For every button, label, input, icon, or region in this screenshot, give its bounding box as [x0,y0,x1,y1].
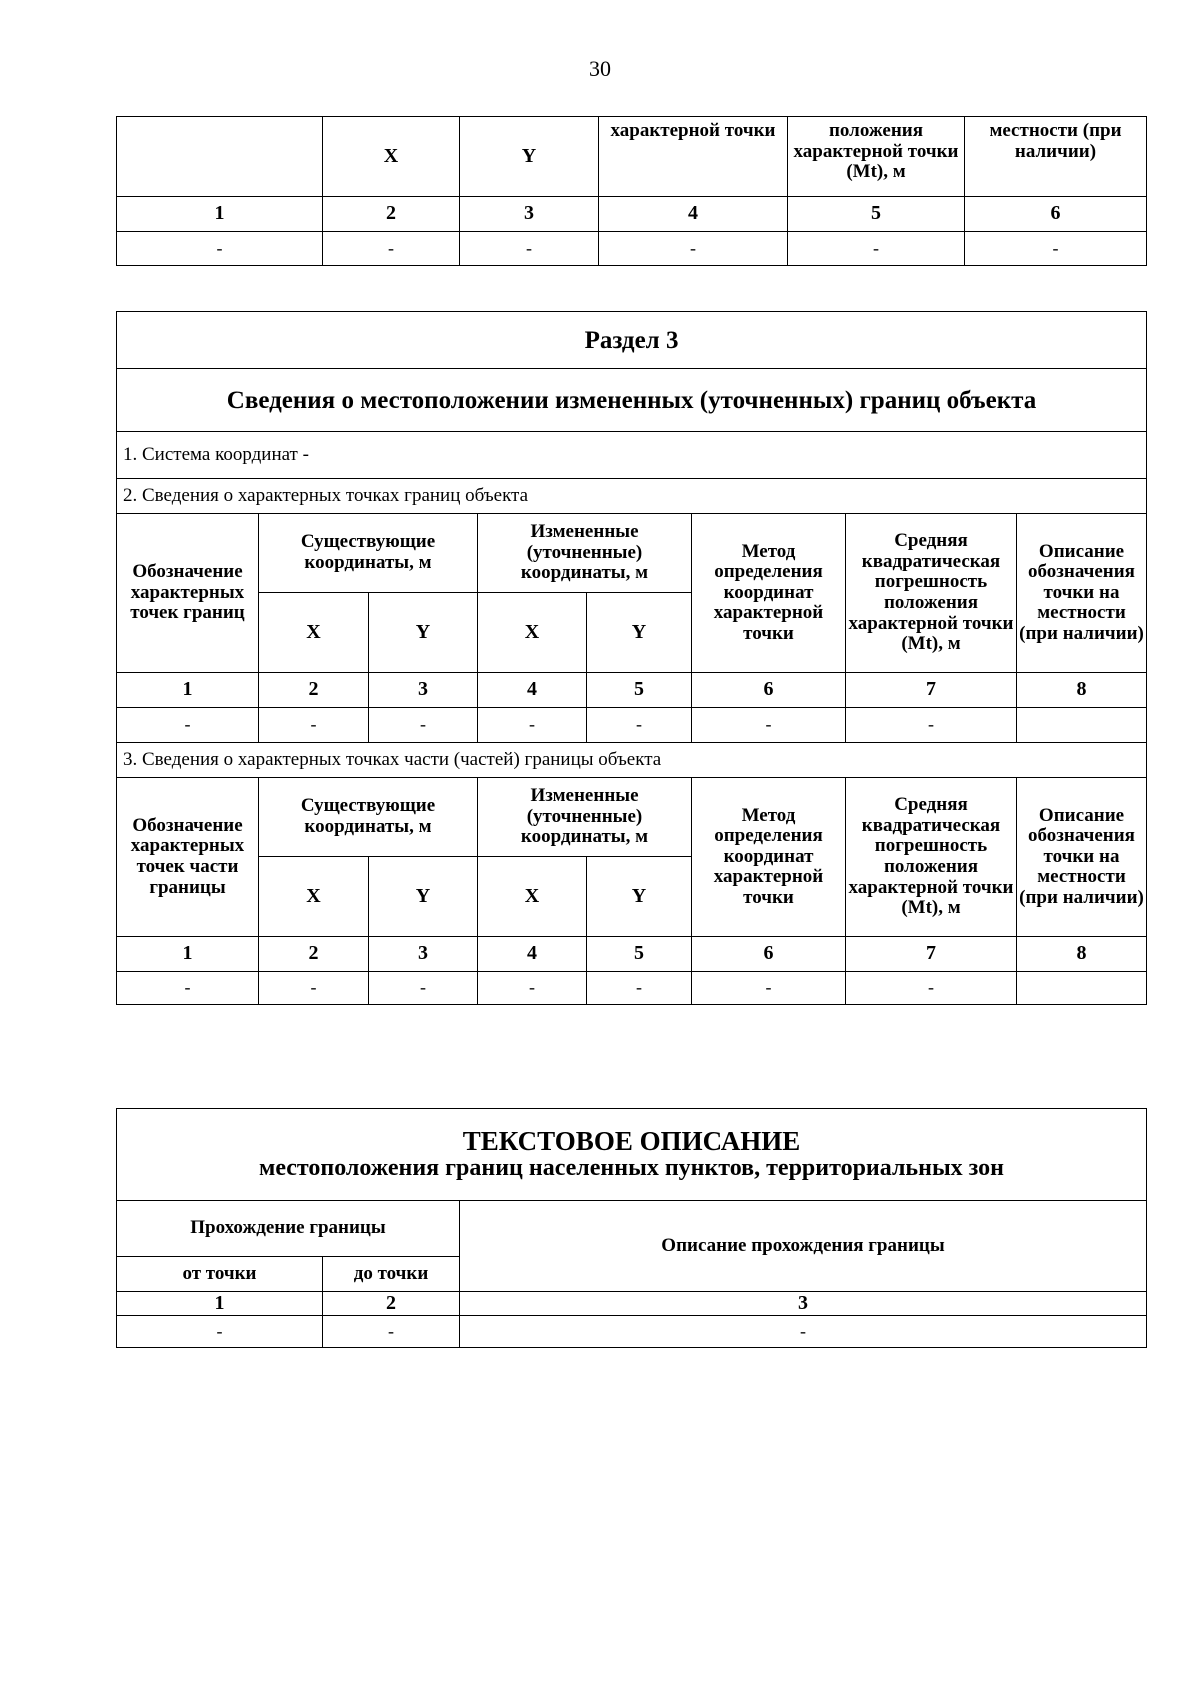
col-method: Метод определения координат характерной точки [692,778,846,937]
column-number-row [117,197,1147,232]
table-cell: - [478,972,587,1005]
column-number: 3 [460,197,599,232]
col-existing-y: Y [369,593,478,673]
column-number: 5 [788,197,965,232]
table-cell: - [323,1316,460,1348]
column-number: 3 [369,937,478,972]
column-number: 5 [587,673,692,708]
column-number: 8 [1017,937,1147,972]
col-changed-x: X [478,593,587,673]
column-number: 2 [323,197,460,232]
table-cell: - [117,708,259,743]
col-passage: Прохождение границы [117,1201,460,1257]
table-cell [1017,708,1147,743]
table-cell: - [369,708,478,743]
cont-header-cell [117,117,323,197]
text-description-header [117,1109,1147,1201]
col-from-point: от точки [117,1257,323,1292]
table-row [117,232,1147,266]
table-cell: - [587,972,692,1005]
table-cell: - [259,972,369,1005]
column-number: 1 [117,673,259,708]
page-number: 30 [589,56,611,81]
table-row [117,708,1147,743]
col-existing-x: X [259,857,369,937]
column-number: 2 [259,673,369,708]
column-number: 1 [117,937,259,972]
column-number: 7 [846,673,1017,708]
column-number: 2 [259,937,369,972]
cont-header-cell: положения характерной точки (Mt), м [788,117,965,197]
section3-table [116,311,1147,1005]
col-error: Средняя квадратическая погрешность положения характерной точки (Mt), м [846,514,1017,673]
col-error: Средняя квадратическая погрешность положения характерной точки (Mt), м [846,778,1017,937]
table-cell: - [692,972,846,1005]
table-cell [1017,972,1147,1005]
table-cell: - [587,708,692,743]
column-number: 2 [323,1292,460,1316]
coordinate-system-row: 1. Система координат - [117,432,1147,479]
cont-header-x: X [323,117,460,197]
column-number: 6 [692,673,846,708]
table-cell: - [599,232,788,266]
col-existing-coords: Существующие координаты, м [259,514,478,593]
col-existing-y: Y [369,857,478,937]
table-cell: - [369,972,478,1005]
col-method: Метод определения координат характерной точки [692,514,846,673]
cont-header-y: Y [460,117,599,197]
column-number: 5 [587,937,692,972]
text-description-subtitle: местоположения границ населенных пунктов, территориальных зон [258,1155,1005,1182]
table-cell: - [460,232,599,266]
column-number: 8 [1017,673,1147,708]
section-title: Раздел 3 [117,312,1147,369]
col-changed-x: X [478,857,587,937]
col-changed-y: Y [587,857,692,937]
section-subtitle: Сведения о местоположении измененных (уточненных) границ объекта [117,369,1147,432]
column-number: 4 [478,673,587,708]
part-points-heading: 3. Сведения о характерных точках части (частей) границы объекта [117,743,1147,778]
table-cell: - [323,232,460,266]
cont-header-cell: характерной точки [599,117,788,197]
column-number: 4 [599,197,788,232]
table-cell: - [259,708,369,743]
col-existing-x: X [259,593,369,673]
column-number: 6 [692,937,846,972]
table-row [117,1316,1147,1348]
text-description-table [116,1108,1147,1348]
column-number: 4 [478,937,587,972]
table-cell: - [846,708,1017,743]
column-number-row [117,1292,1147,1316]
column-number-row [117,673,1147,708]
table-cell: - [117,972,259,1005]
table-cell: - [117,1316,323,1348]
column-number: 3 [460,1292,1147,1316]
table-cell: - [460,1316,1147,1348]
col-changed-y: Y [587,593,692,673]
col-changed-coords: Измененные (уточненные) координаты, м [478,778,692,857]
table-cell: - [117,232,323,266]
column-number: 1 [117,197,323,232]
col-designation-part: Обозначение характерных точек части границы [117,778,259,937]
col-changed-coords: Измененные (уточненные) координаты, м [478,514,692,593]
table-row [117,972,1147,1005]
table-cell: - [692,708,846,743]
column-number: 6 [965,197,1147,232]
table-cell: - [965,232,1147,266]
column-number: 7 [846,937,1017,972]
col-to-point: до точки [323,1257,460,1292]
col-description: Описание обозначения точки на местности (при наличии) [1017,778,1147,937]
column-number: 1 [117,1292,323,1316]
table-cell: - [846,972,1017,1005]
text-description-title: ТЕКСТОВОЕ ОПИСАНИЕ [462,1125,801,1156]
table-cell: - [788,232,965,266]
points-heading: 2. Сведения о характерных точках границ объекта [117,479,1147,514]
col-passage-description: Описание прохождения границы [460,1201,1147,1292]
continuation-table [116,116,1147,266]
column-number: 3 [369,673,478,708]
col-existing-coords: Существующие координаты, м [259,778,478,857]
col-description: Описание обозначения точки на местности (при наличии) [1017,514,1147,673]
table-cell: - [478,708,587,743]
cont-header-cell: местности (при наличии) [965,117,1147,197]
col-designation: Обозначение характерных точек границ [117,514,259,673]
column-number-row [117,937,1147,972]
